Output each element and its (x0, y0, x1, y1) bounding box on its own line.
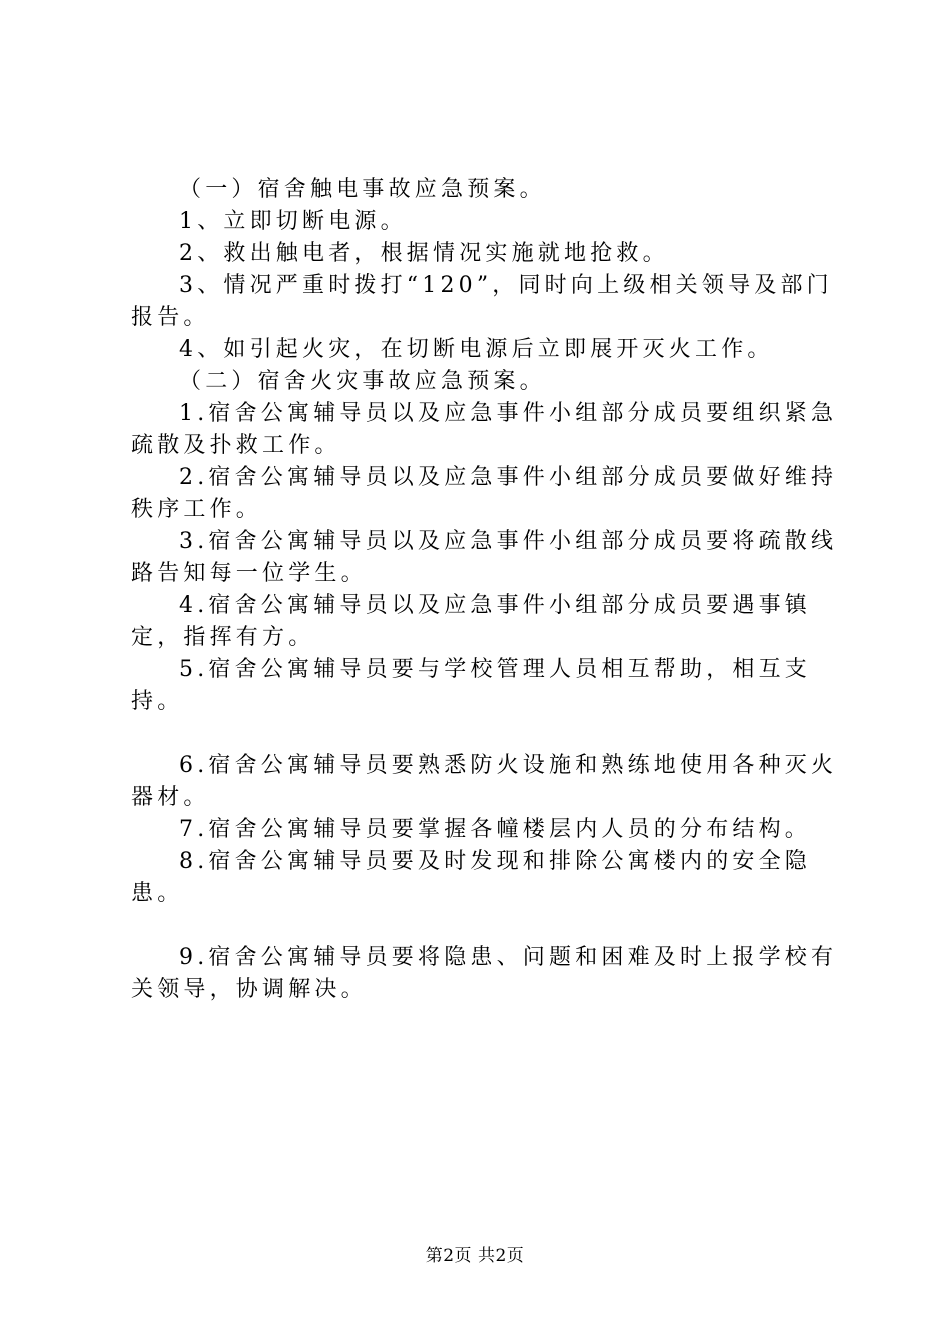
paragraph-item: 5.宿舍公寓辅导员要与学校管理人员相互帮助，相互支持。 (131, 657, 811, 714)
paragraph-item: 4.宿舍公寓辅导员以及应急事件小组部分成员要遇事镇定，指挥有方。 (131, 593, 811, 650)
document-body (131, 174, 851, 1006)
paragraph-item: 2.宿舍公寓辅导员以及应急事件小组部分成员要做好维持秩序工作。 (131, 465, 838, 522)
paragraph-item: 8.宿舍公寓辅导员要及时发现和排除公寓楼内的安全隐患。 (131, 849, 811, 906)
paragraph-item: 7.宿舍公寓辅导员要掌握各幢楼层内人员的分布结构。 (179, 817, 811, 842)
paragraph-item: 1.宿舍公寓辅导员以及应急事件小组部分成员要组织紧急疏散及扑救工作。 (131, 401, 838, 458)
paragraph-item: 6.宿舍公寓辅导员要熟悉防火设施和熟练地使用各种灭火器材。 (131, 753, 838, 810)
paragraph-item: 4、如引起火灾，在切断电源后立即展开灭火工作。 (179, 337, 774, 362)
paragraph-item: 9.宿舍公寓辅导员要将隐患、问题和困难及时上报学校有关领导，协调解决。 (131, 945, 838, 1002)
paragraph-item: 2、救出触电者，根据情况实施就地抢救。 (179, 241, 669, 266)
section-heading-fire: （二）宿舍火灾事故应急预案。 (179, 369, 546, 394)
page-footer: 第2页 共2页 (425, 1246, 525, 1266)
section-heading-electric-shock: （一）宿舍触电事故应急预案。 (179, 177, 546, 202)
paragraph-item: 3.宿舍公寓辅导员以及应急事件小组部分成员要将疏散线路告知每一位学生。 (131, 529, 838, 586)
paragraph-item: 3、情况严重时拨打“120”，同时向上级相关领导及部门报告。 (131, 273, 833, 330)
paragraph-item: 1、立即切断电源。 (179, 209, 407, 234)
